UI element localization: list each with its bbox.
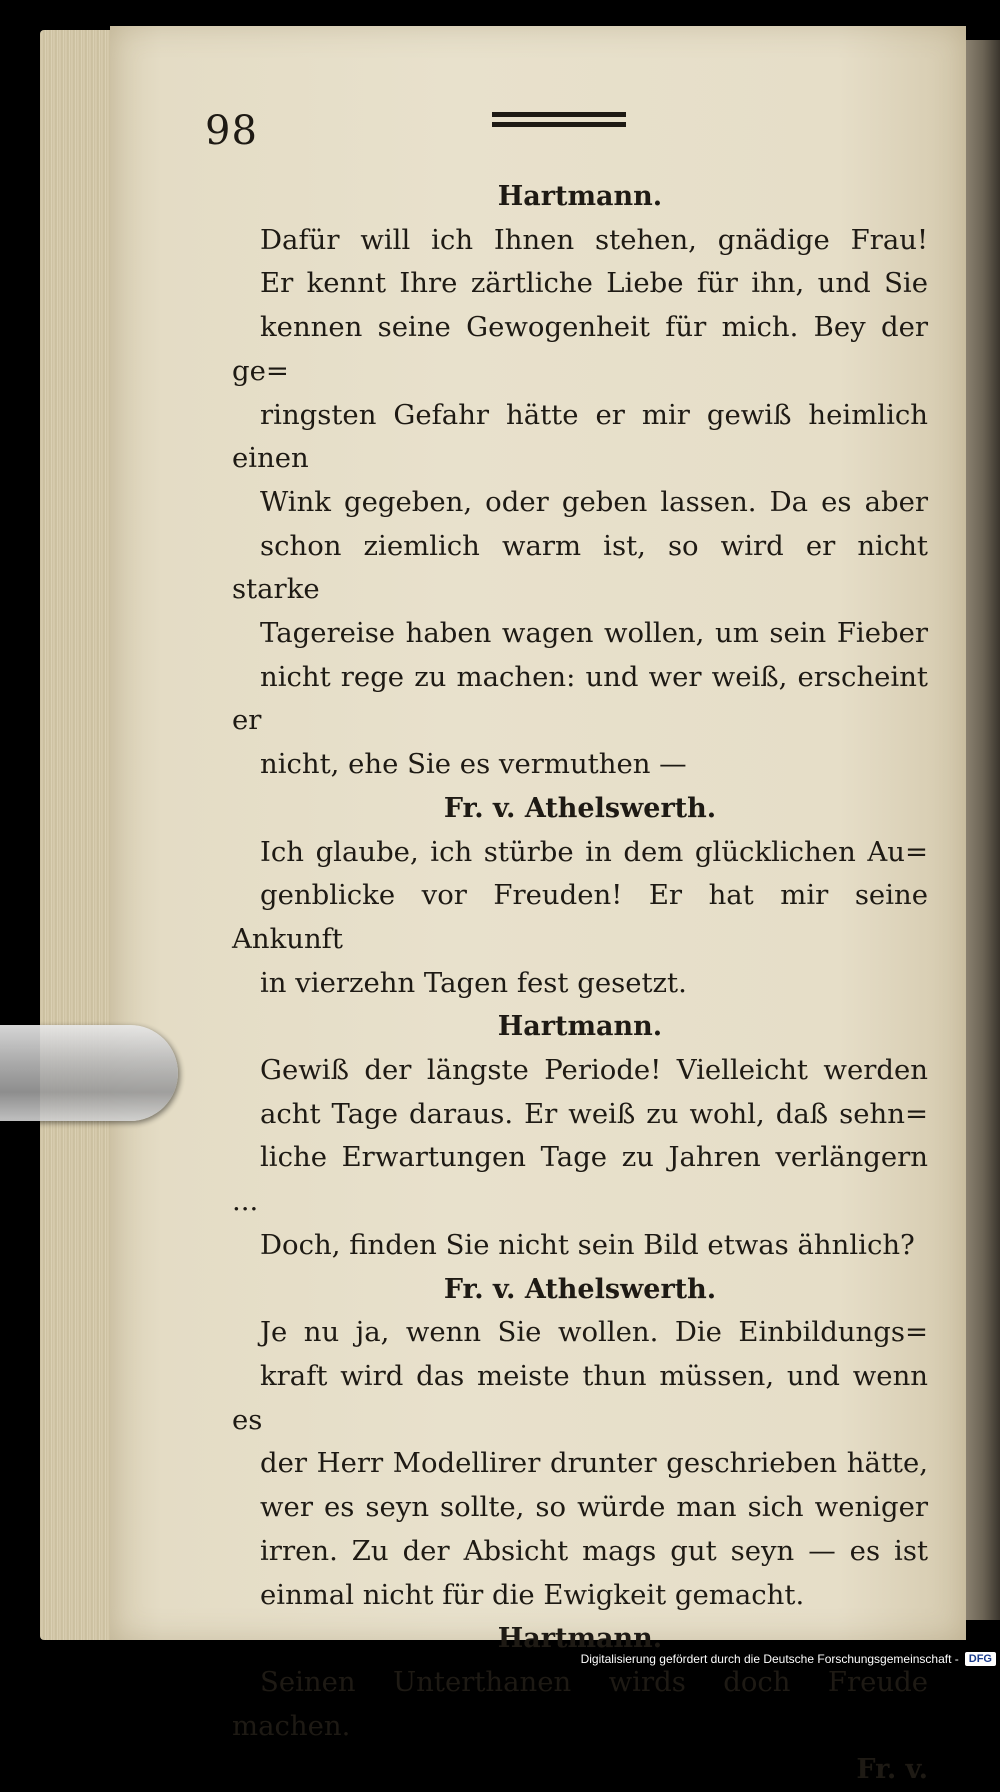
text-line: Ich glaube, ich stürbe in dem glücklichen Au= <box>260 835 928 868</box>
digitization-credit <box>581 1648 996 1670</box>
speech-block <box>232 219 928 787</box>
page-text <box>232 175 928 1792</box>
text-line: Tagereise haben wagen wollen, um sein Fieber <box>260 617 928 650</box>
text-line: irren. Zu der Absicht mags gut seyn — es ist <box>260 1534 928 1567</box>
text-line: Er kennt Ihre zärtliche Liebe für ihn, und Sie <box>260 267 928 300</box>
text-line: in vierzehn Tagen fest gesetzt. <box>260 966 687 999</box>
page-holder-clip <box>0 1025 178 1121</box>
speech-block <box>232 1661 928 1748</box>
credit-text: Digitalisierung gefördert durch die Deutsche Forschungsgemeinschaft - <box>580 1652 959 1666</box>
text-line: acht Tage daraus. Er weiß zu wohl, daß sehn= <box>260 1097 928 1130</box>
text-line: ringsten Gefahr hätte er mir gewiß heimlich einen <box>232 398 928 475</box>
page-number: 98 <box>205 108 258 154</box>
text-line: Je nu ja, wenn Sie wollen. Die Einbildungs= <box>260 1316 928 1349</box>
speaker-name: Hartmann. <box>497 1011 663 1043</box>
speech-block <box>232 831 928 1006</box>
book-gutter-shadow <box>966 40 1000 1620</box>
catchword: Fr. v. <box>856 1754 928 1786</box>
dfg-logo: DFG <box>965 1652 996 1666</box>
text-line: liche Erwartungen Tage zu Jahren verlängern ... <box>232 1141 928 1218</box>
speaker-name: Hartmann. <box>497 1623 663 1655</box>
speech-block <box>232 1049 928 1268</box>
text-line: schon ziemlich warm ist, so wird er nicht starke <box>232 529 928 606</box>
speaker-name: Fr. v. Athelswerth. <box>443 1273 717 1305</box>
text-line: nicht, ehe Sie es vermuthen — <box>260 748 687 781</box>
text-line: Dafür will ich Ihnen stehen, gnädige Frau! <box>260 223 928 256</box>
text-line: Gewiß der längste Periode! Vielleicht werden <box>260 1054 928 1087</box>
speech-block <box>232 1311 928 1617</box>
text-line: Wink gegeben, oder geben lassen. Da es aber <box>260 485 928 518</box>
header-rule <box>492 112 626 132</box>
text-line: genblicke vor Freuden! Er hat mir seine Ankunft <box>232 879 928 955</box>
text-line: kraft wird das meiste thun müssen, und wenn es <box>232 1359 928 1436</box>
text-line: Seinen Unterthanen wirds doch Freude machen. <box>232 1665 928 1742</box>
text-line: einmal nicht für die Ewigkeit gemacht. <box>260 1578 805 1611</box>
text-line: wer es seyn sollte, so würde man sich weniger <box>260 1491 928 1524</box>
speaker-name: Fr. v. Athelswerth. <box>443 792 717 824</box>
text-line: Doch, finden Sie nicht sein Bild etwas ähnlich? <box>260 1228 915 1261</box>
text-line: kennen seine Gewogenheit für mich. Bey der ge= <box>232 311 928 387</box>
speaker-name: Hartmann. <box>497 181 663 212</box>
text-line: der Herr Modellirer drunter geschrieben hätte, <box>260 1447 928 1480</box>
text-line: nicht rege zu machen: und wer weiß, erscheint er <box>232 660 928 737</box>
